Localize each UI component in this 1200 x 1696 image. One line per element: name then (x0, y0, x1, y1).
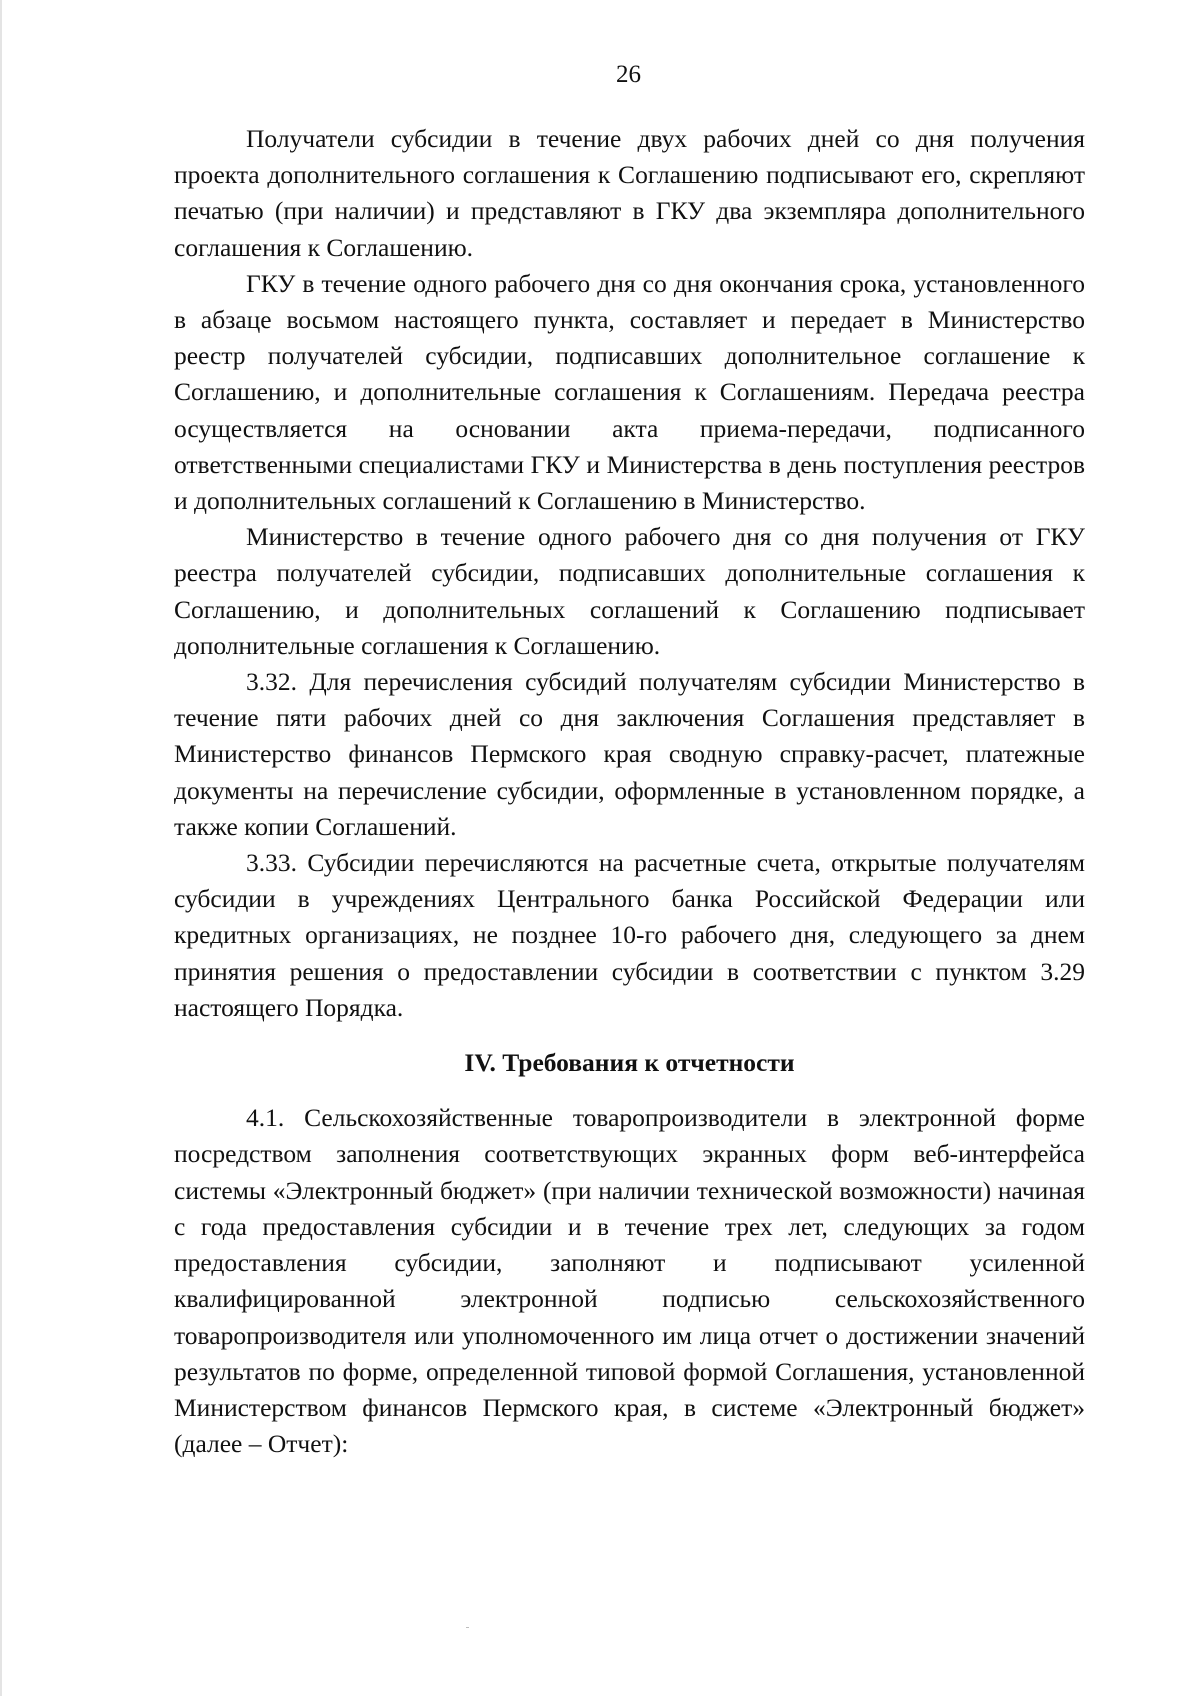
paragraph-3-32: 3.32. Для перечисления субсидий получателям субсидии Министерство в течение пяти рабочих дней со дня заключения Соглашения представляет в Министерство финансов Пермского края сводную справку-расчет, платежные документы на перечисление субсидии, оформленные в установленном порядке, а также копии Соглашений. (174, 667, 1085, 841)
scan-edge (0, 0, 2, 1696)
page-number: 26 (616, 61, 641, 88)
section-heading: IV. Требования к отчетности (464, 1048, 795, 1078)
paragraph-4-1: 4.1. Сельскохозяйственные товаропроизводители в электронной форме посредством заполнения соответствующих экранных форм веб-интерфейса системы «Электронный бюджет» (при наличии технической возможности) начиная с года предоставления субсидии и в течение трех лет, следующих за годом предоставления субсидии, заполняют и подписывают усиленной квалифицированной электронной подписью сельскохозяйственного товаропроизводителя или уполномоченного им лица отчет о достижении значений результатов по форме, определенной типовой формой Соглашения, установленной Министерством финансов Пермского края, в системе «Электронный бюджет» (далее – Отчет): (174, 1103, 1085, 1459)
paragraph-ministry-sign: Министерство в течение одного рабочего дня со дня получения от ГКУ реестра получателей субсидии, подписавших дополнительные соглашения к Соглашению, и дополнительных соглашений к Соглашению подписывает дополнительные соглашения к Соглашению. (174, 522, 1085, 660)
paragraph-recipients-sign: Получатели субсидии в течение двух рабочих дней со дня получения проекта дополнительного соглашения к Соглашению подписывают его, скрепляют печатью (при наличии) и представляют в ГКУ два экземпляра дополнительного соглашения к Соглашению. (174, 124, 1085, 262)
paragraph-gku-registry: ГКУ в течение одного рабочего дня со дня окончания срока, установленного в абзаце восьмом настоящего пункта, составляет и передает в Министерство реестр получателей субсидии, подписавших дополнительное соглашение к Соглашению, и дополнительные соглашения к Соглашениям. Передача реестра осуществляется на основании акта приема-передачи, подписанного ответственными специалистами ГКУ и Министерства в день поступления реестров и дополнительных соглашений к Соглашению в Министерство. (174, 268, 1085, 516)
scan-speck (466, 1627, 469, 1628)
document-body (174, 121, 1085, 1462)
paragraph-3-33: 3.33. Субсидии перечисляются на расчетные счета, открытые получателям субсидии в учреждениях Центрального банка Российской Федерации или кредитных организациях, не позднее 10-го рабочего дня, следующего за днем принятия решения о предоставлении субсидии в соответствии с пунктом 3.29 настоящего Порядка. (174, 848, 1085, 1022)
